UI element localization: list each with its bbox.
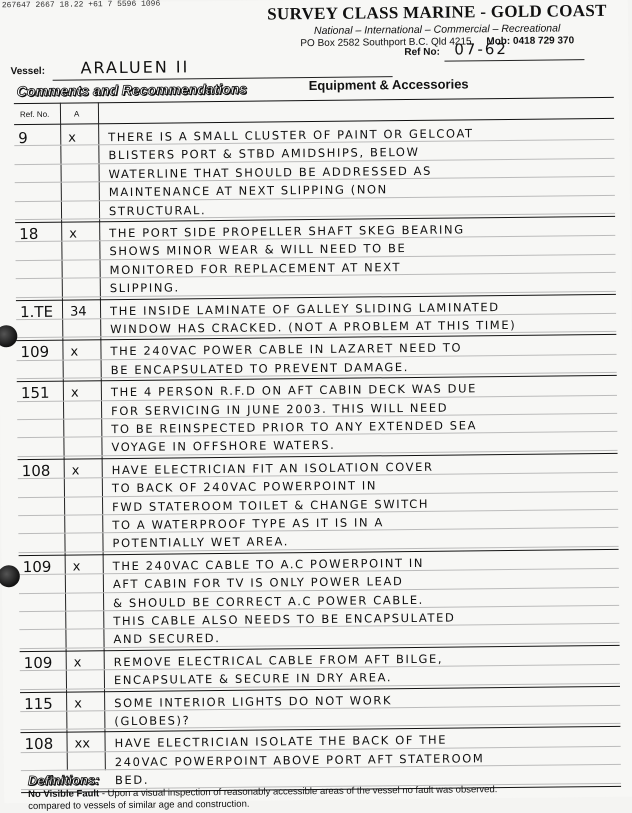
company-mobile: Mob: 0418 729 370 [486,35,575,48]
entry-text-line: THE 4 PERSON R.F.D ON AFT CABIN DECK WAS DUE [110,381,478,400]
definitions-title: Definitions: [27,772,100,789]
table-header [14,97,614,125]
entry-ref-no: 109 [23,653,53,672]
entry-ref-no: 1.TE [19,302,54,321]
entry-text-line: POTENTIALLY WET AREA. [112,534,290,551]
punch-hole [0,325,17,347]
entry-ref-no: 18 [19,224,39,244]
punch-hole [0,565,20,587]
definitions [28,767,628,812]
entry-a-mark: x [73,655,82,671]
vessel-name: ARALUEN II [80,57,190,78]
entry-text-line: STRUCTURAL. [108,202,207,218]
entry-text-line: AND SECURED. [113,631,221,647]
entry-text [113,552,620,649]
entry-ref-no: 151 [20,383,50,403]
entry-text-line: SOME INTERIOR LIGHTS DO NOT WORK [114,692,393,710]
entry-a-mark: x [72,559,81,575]
entry-text-line: AFT CABIN FOR TV IS ONLY POWER LEAD [112,574,404,592]
entry-text-line: HAVE ELECTRICIAN ISOLATE THE BACK OF THE [114,733,448,751]
entry-text-line: WINDOW HAS CRACKED. (NOT A PROBLEM AT THIS TIME) [110,317,517,337]
entry-a-mark: x [68,130,77,146]
entry-text [108,123,615,220]
entry-text-line: HAVE ELECTRICIAN FIT AN ISOLATION COVER [111,459,434,477]
entry-a-mark: x [74,696,82,712]
company-tagline: National – International – Commercial – Recreational [313,22,561,38]
entry-text-line: THE 240VAC CABLE TO A.C POWERPOINT IN [112,555,425,573]
entry-a-mark: 34 [69,303,87,320]
entry-text-line: THERE IS A SMALL CLUSTER OF PAINT OR GELCOAT [108,126,474,145]
entry-text-line: (GLOBES)? [114,713,191,729]
entry-text-line: WATERLINE THAT SHOULD BE ADDRESSED AS [108,163,433,181]
ref-no-label: Ref No: [404,46,440,59]
entry-ref-no: 108 [24,735,54,754]
company-name: SURVEY CLASS MARINE - GOLD COAST [267,0,607,24]
entry-a-mark: x [70,344,79,360]
entry-text-line: FWD STATEROOM TOILET & CHANGE SWITCH [112,496,430,514]
entry-ref-no: 108 [21,461,51,480]
entry-ref-no: 115 [24,694,53,713]
entry-a-mark: x [69,226,78,242]
entry-text-line: MONITORED FOR REPLACEMENT AT NEXT [109,259,402,277]
ref-no-value: 07-62 [454,39,509,59]
entry-text-line: BE ENCAPSULATED TO PREVENT DAMAGE. [110,359,410,377]
ref-no-underline [444,59,584,61]
definition-term: No Visible Fault [28,788,100,801]
section-subtitle: Equipment & Accessories [308,76,469,94]
entry-text-line: VOYAGE IN OFFSHORE WATERS. [111,438,336,455]
vessel-label: Vessel: [10,65,46,78]
entry-text-line: REMOVE ELECTRICAL CABLE FROM AFT BILGE, [113,651,444,669]
entry-text-line: THE 240VAC POWER CABLE IN LAZARET NEED TO [110,340,463,359]
entry-a-mark: x [71,463,80,479]
entry-text-line: TO A WATERPROOF TYPE AS IT IS IN A [112,515,384,533]
entry-text-line: FOR SERVICING IN JUNE 2003. THIS WILL NEED [111,400,449,418]
definition-text: - Upon a visual inspection of reasonably accessible areas of the vessel no fault was observed. [99,784,498,800]
entry-text-line: ENCAPSULATE & SECURE IN DRY AREA. [113,670,393,688]
company-address: PO Box 2582 Southport B.C. Qld 4215 [300,36,472,50]
entry-ref-no: 109 [22,557,52,576]
ref-no [404,39,509,59]
entry-text-line: & SHOULD BE CORRECT A.C POWER CABLE. [113,592,424,610]
entry-ref-no: 9 [18,129,28,148]
entry-text-line: BED. [114,772,150,788]
company-header [251,1,623,50]
entry-text-line: SHOWS MINOR WEAR & WILL NEED TO BE [109,241,407,259]
entry-text-line: THE PORT SIDE PROPELLER SHAFT SKEG BEARING [109,222,465,241]
entry-text-line: SLIPPING. [109,280,180,296]
entry-text-line: MAINTENANCE AT NEXT SLIPPING (NON [108,182,388,200]
section-title: Comments and Recommendations [16,80,248,100]
entry-text-line: 240VAC POWERPOINT ABOVE PORT AFT STATEROOM [114,751,485,769]
entry-ref-no: 109 [20,343,50,362]
entry-a-mark: xx [74,736,91,752]
column-a: A [73,109,80,119]
entry-a-mark: x [70,385,79,401]
fax-header: 267647 2667 18.22 +61 7 5596 1096 [1,0,161,11]
entry-text [112,456,619,553]
entry-text-line: TO BACK OF 240VAC POWERPOINT IN [111,478,378,496]
entry-text-line: THIS CABLE ALSO NEEDS TO BE ENCAPSULATED [113,610,456,629]
entry-text-line: TO BE REINSPECTED PRIOR TO ANY EXTENDED SEA [111,418,478,437]
vessel [10,57,190,78]
column-ref-no: Ref. No. [19,109,50,120]
entry-text-line: THE INSIDE LAMINATE OF GALLEY SLIDING LAMINATED [109,299,500,318]
definition-line-2: compared to vessels of similar age and construction. [28,798,250,813]
entry-text-line: BLISTERS PORT & STBD AMIDSHIPS, BELOW [108,145,420,163]
